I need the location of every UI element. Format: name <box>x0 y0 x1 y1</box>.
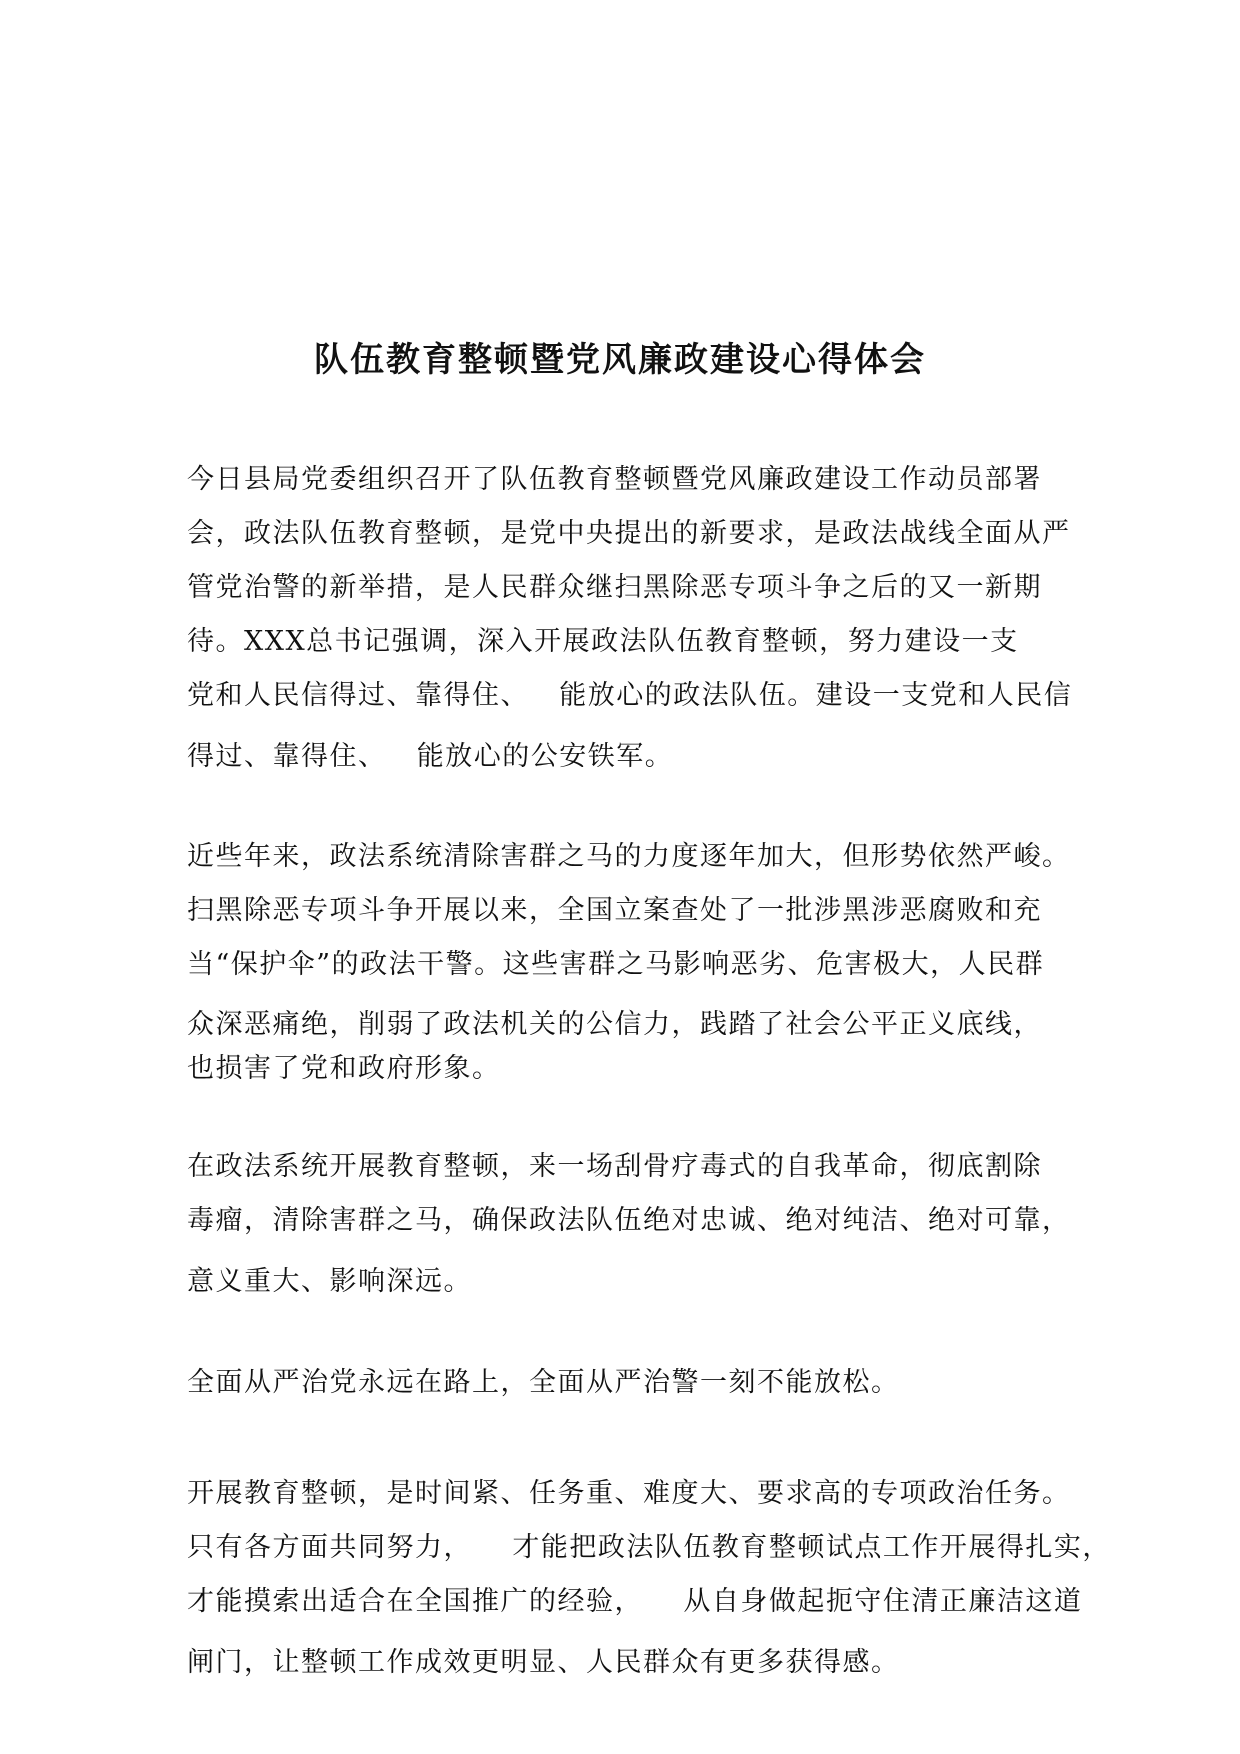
paragraph-5-line-3: 才能摸索出适合在全国推广的经验， 从自身做起扼守住清正廉洁这道 <box>187 1586 1083 1617</box>
paragraph-1-line-6: 得过、靠得住、 能放心的公安铁军。 <box>187 741 674 772</box>
paragraph-1-line-1: 今日县局党委组织召开了队伍教育整顿暨党风廉政建设工作动员部署 <box>187 464 1042 495</box>
paragraph-5-line-4: 闸门，让整顿工作成效更明显、人民群众有更多获得感。 <box>187 1647 900 1678</box>
paragraph-5-line-1: 开展教育整顿，是时间紧、任务重、难度大、要求高的专项政治任务。 <box>187 1478 1071 1509</box>
paragraph-3-line-2: 毒瘤，清除害群之马，确保政法队伍绝对忠诚、绝对纯洁、绝对可靠， <box>187 1205 1071 1236</box>
paragraph-2-line-5: 也损害了党和政府形象。 <box>187 1053 501 1084</box>
document-title: 队伍教育整顿暨党风廉政建设心得体会 <box>314 340 926 380</box>
paragraph-4-line-1: 全面从严治党永远在路上，全面从严治警一刻不能放松。 <box>187 1367 900 1398</box>
paragraph-2-line-3: 当“保护伞”的政法干警。这些害群之马影响恶劣、危害极大，人民群 <box>187 949 1045 980</box>
paragraph-5-line-2: 只有各方面共同努力， 才能把政法队伍教育整顿试点工作开展得扎实， <box>187 1532 1111 1563</box>
paragraph-3-line-1: 在政法系统开展教育整顿，来一场刮骨疗毒式的自我革命，彻底割除 <box>187 1151 1042 1182</box>
paragraph-1-line-4: 待。XXX总书记强调，深入开展政法队伍教育整顿，努力建设一支 <box>187 626 1019 657</box>
paragraph-2-line-4: 众深恶痛绝，削弱了政法机关的公信力，践踏了社会公平正义底线， <box>187 1009 1042 1040</box>
paragraph-3-line-3: 意义重大、影响深远。 <box>187 1266 472 1297</box>
paragraph-2-line-1: 近些年来，政法系统清除害群之马的力度逐年加大，但形势依然严峻。 <box>187 841 1071 872</box>
paragraph-1-line-3: 管党治警的新举措，是人民群众继扫黑除恶专项斗争之后的又一新期 <box>187 572 1042 603</box>
paragraph-1-line-2: 会，政法队伍教育整顿，是党中央提出的新要求，是政法战线全面从严 <box>187 518 1071 549</box>
paragraph-2-line-2: 扫黑除恶专项斗争开展以来，全国立案查处了一批涉黑涉恶腐败和充 <box>187 895 1042 926</box>
paragraph-1-line-5: 党和人民信得过、靠得住、 能放心的政法队伍。建设一支党和人民信 <box>187 680 1073 711</box>
